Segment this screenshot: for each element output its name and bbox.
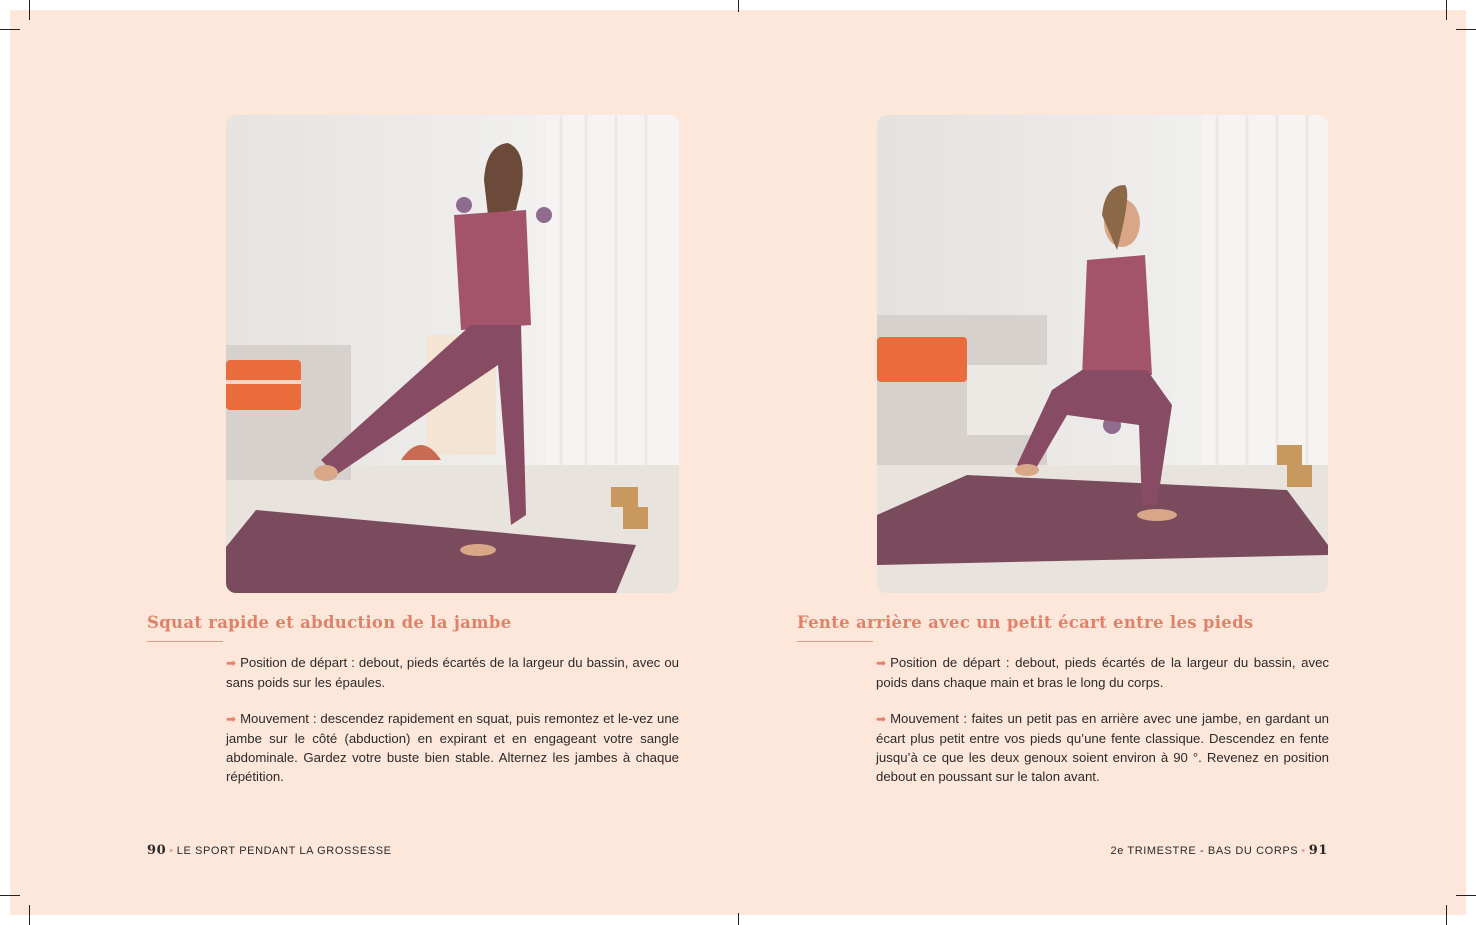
arrow-icon: ➡ — [226, 656, 237, 670]
arrow-icon: ➡ — [876, 712, 887, 726]
bullet-icon: • — [1301, 845, 1306, 857]
instruction-text: Mouvement : descendez rapidement en squat, puis remontez et le-vez une jambe sur le côté (abduction) en expirant et en engageant votre sangle abdominale. Gardez votre buste bien stable. Alternez les jambes à chaque répétition. — [226, 711, 679, 784]
footer-right — [1110, 843, 1328, 858]
instruction-start-position-right — [876, 653, 1329, 692]
crop-mark — [0, 895, 20, 896]
crop-mark — [1446, 905, 1447, 925]
crop-mark — [0, 29, 20, 30]
running-head: LE SPORT PENDANT LA GROSSESSE — [176, 845, 392, 857]
running-head: 2e TRIMESTRE - BAS DU CORPS — [1110, 845, 1299, 857]
arrow-icon: ➡ — [876, 656, 887, 670]
instruction-text: Position de départ : debout, pieds écartés de la largeur du bassin, avec ou sans poids sur les épaules. — [226, 655, 679, 690]
exercise-title-left: Squat rapide et abduction de la jambe — [147, 613, 512, 632]
instruction-movement-left — [226, 709, 679, 786]
page-number: 90 — [147, 843, 167, 858]
crop-mark — [29, 0, 30, 20]
instruction-start-position-left — [226, 653, 679, 692]
title-underline — [797, 641, 873, 642]
bullet-icon: • — [169, 845, 174, 857]
exercise-photo-left — [226, 115, 679, 593]
exercise-photo-right — [877, 115, 1328, 593]
footer-left — [147, 843, 392, 858]
instruction-text: Position de départ : debout, pieds écartés de la largeur du bassin, avec poids dans chaque main et bras le long du corps. — [876, 655, 1329, 690]
title-underline — [147, 641, 223, 642]
crop-mark — [738, 913, 739, 925]
crop-mark — [1456, 895, 1476, 896]
crop-mark — [738, 0, 739, 12]
crop-mark — [1446, 0, 1447, 20]
exercise-title-right: Fente arrière avec un petit écart entre les pieds — [797, 613, 1254, 632]
instruction-text: Mouvement : faites un petit pas en arrière avec une jambe, en gardant un écart plus petit entre vos pieds qu’une fente classique. Descendez en fente jusqu’à ce que les deux genoux soient environ à 90 °. Revenez en position debout en poussant sur le talon avant. — [876, 711, 1329, 784]
instruction-movement-right — [876, 709, 1329, 786]
arrow-icon: ➡ — [226, 712, 237, 726]
page-number: 91 — [1308, 843, 1328, 858]
crop-mark — [29, 905, 30, 925]
crop-mark — [1456, 29, 1476, 30]
